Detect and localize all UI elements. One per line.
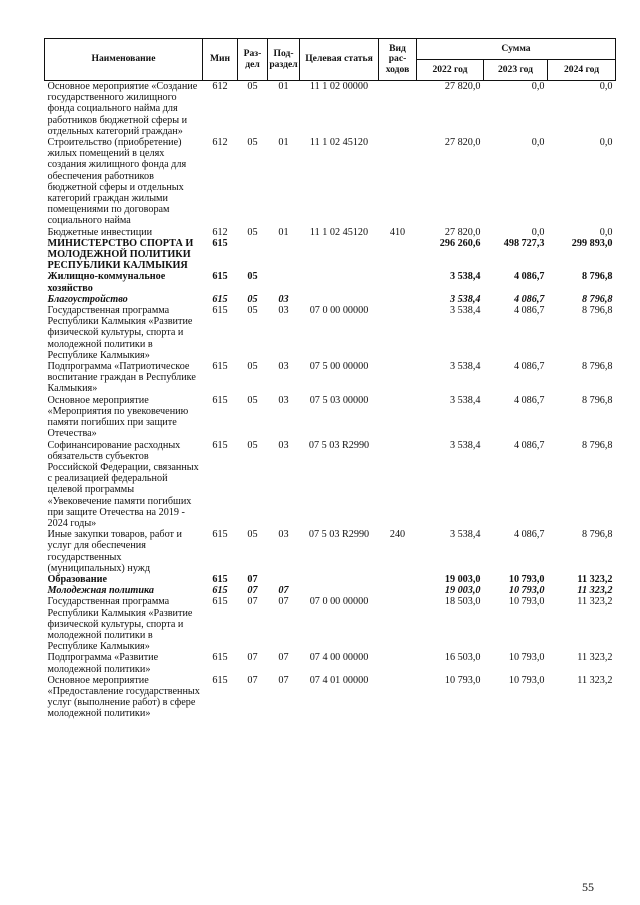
- cell-min: 615: [212, 361, 228, 373]
- header-name: Наименование: [45, 39, 203, 81]
- cell-vid: [379, 395, 417, 440]
- cell-2022: 16 503,0: [444, 652, 481, 664]
- cell-min: 612: [212, 226, 228, 238]
- cell-2022: 19 003,0: [444, 573, 481, 585]
- cell-2024: 8 796,8: [581, 305, 613, 317]
- cell-2022: 3 538,4: [449, 439, 481, 451]
- cell-name: Основное мероприятие «Создание государственного жилищного фонда социального найма для работников бюджетной сферы и отдельных категорий граждан»: [47, 81, 198, 137]
- cell-min: 615: [212, 652, 228, 664]
- cell-min: 615: [212, 305, 228, 317]
- cell-min: 615: [212, 237, 228, 249]
- table-row: [45, 440, 616, 530]
- cell-2023: 0,0: [531, 137, 545, 149]
- cell-2024: 11 323,2: [577, 596, 613, 608]
- cell-podrazdel: 03: [278, 361, 289, 373]
- cell-vid: [379, 81, 417, 138]
- cell-razdel: 05: [247, 529, 258, 541]
- cell-2024: 8 796,8: [581, 293, 613, 305]
- table-row: [45, 529, 616, 574]
- cell-2023: 4 086,7: [513, 529, 545, 541]
- cell-vid: [379, 440, 417, 530]
- cell-celevaya: 07 4 00 00000: [309, 652, 369, 664]
- cell-podrazdel: 03: [278, 439, 289, 451]
- table-row: [45, 675, 616, 720]
- cell-vid: [379, 271, 417, 293]
- cell-name: Строительство (приобретение) жилых помещений в целях создания жилищного фонда для обеспечения работников бюджетной сферы и отдельных категорий граждан жилыми помещениями по договорам социального найма: [47, 137, 187, 227]
- cell-celevaya: [300, 238, 379, 272]
- cell-2023: 0,0: [531, 81, 545, 92]
- table-body: [45, 81, 616, 720]
- cell-2023: 10 793,0: [508, 596, 545, 608]
- cell-vid: [379, 137, 417, 227]
- cell-2024: 8 796,8: [581, 361, 613, 373]
- cell-2023: 498 727,3: [503, 237, 545, 249]
- page-number: 55: [582, 880, 594, 894]
- cell-min: 615: [212, 529, 228, 541]
- cell-podrazdel: [268, 238, 300, 272]
- cell-celevaya: 07 4 01 00000: [309, 674, 369, 686]
- cell-celevaya: [300, 271, 379, 293]
- cell-vid: [379, 585, 417, 596]
- header-min: Мин: [203, 39, 238, 81]
- cell-razdel: 05: [247, 439, 258, 451]
- cell-vid: 240: [389, 529, 406, 541]
- cell-razdel: 05: [247, 271, 258, 283]
- cell-podrazdel: 07: [278, 585, 289, 597]
- cell-razdel: 05: [247, 361, 258, 373]
- cell-vid: [379, 596, 417, 652]
- cell-vid: [379, 361, 417, 395]
- cell-2024: 0,0: [599, 81, 613, 92]
- cell-2022: 27 820,0: [444, 81, 481, 92]
- cell-min: 612: [212, 137, 228, 149]
- cell-name: Государственная программа Республики Калмыкия «Развитие физической культуры, спорта и молодежной политики в Республике Калмыкия»: [47, 596, 193, 653]
- cell-vid: [379, 305, 417, 361]
- cell-celevaya: 07 0 00 00000: [309, 305, 369, 317]
- cell-min: 615: [212, 439, 228, 451]
- cell-razdel: 05: [247, 226, 258, 238]
- header-celevaya: Целевая статья: [300, 39, 379, 81]
- cell-2022: 10 793,0: [444, 674, 481, 686]
- cell-name: Образование: [47, 573, 108, 585]
- cell-2024: 8 796,8: [581, 529, 613, 541]
- cell-min: 615: [212, 596, 228, 608]
- cell-podrazdel: 03: [278, 394, 289, 406]
- cell-name: Государственная программа Республики Калмыкия «Развитие физической культуры, спорта и молодежной политики в Республике Калмыкия»: [47, 305, 193, 361]
- cell-podrazdel: [268, 271, 300, 293]
- cell-2023: 10 793,0: [508, 585, 545, 597]
- cell-2022: 3 538,4: [449, 271, 481, 283]
- cell-podrazdel: 03: [278, 529, 289, 541]
- cell-2024: 0,0: [599, 137, 613, 149]
- cell-razdel: 05: [247, 137, 258, 149]
- cell-podrazdel: 07: [278, 674, 289, 686]
- table-row: [45, 395, 616, 440]
- cell-2022: 27 820,0: [444, 137, 481, 149]
- cell-min: 615: [212, 573, 228, 585]
- table-row: [45, 294, 616, 305]
- header-podrazdel: Под-раздел: [268, 39, 300, 81]
- cell-celevaya: [300, 294, 379, 305]
- cell-celevaya: 07 5 03 R2990: [308, 439, 370, 451]
- cell-name: Молодежная политика: [47, 585, 154, 597]
- cell-name: Жилищно-коммунальное хозяйство: [47, 271, 166, 294]
- cell-min: 615: [212, 585, 228, 597]
- cell-razdel: 05: [247, 394, 258, 406]
- table-row: [45, 238, 616, 272]
- cell-vid: [379, 294, 417, 305]
- cell-podrazdel: 07: [278, 652, 289, 664]
- cell-2022: 296 260,6: [439, 237, 481, 249]
- table-row: [45, 137, 616, 227]
- header-2024: 2024 год: [548, 60, 616, 81]
- header-vid: Вид рас-ходов: [379, 39, 417, 81]
- cell-min: 615: [212, 674, 228, 686]
- table-row: [45, 585, 616, 596]
- cell-name: Подпрограмма «Патриотическое воспитание граждан в Республике Калмыкия»: [47, 361, 196, 395]
- cell-razdel: 07: [247, 652, 258, 664]
- cell-celevaya: [300, 585, 379, 596]
- cell-2023: 4 086,7: [513, 293, 545, 305]
- cell-vid: [379, 652, 417, 674]
- cell-2024: 11 323,2: [577, 674, 613, 686]
- cell-podrazdel: 03: [278, 293, 289, 305]
- cell-2024: 299 893,0: [571, 237, 613, 249]
- cell-2024: 11 323,2: [577, 573, 613, 585]
- table-header: [45, 39, 616, 81]
- cell-celevaya: 07 5 03 00000: [309, 394, 369, 406]
- header-2022: 2022 год: [417, 60, 484, 81]
- cell-2022: 3 538,4: [449, 529, 481, 541]
- cell-razdel: 07: [247, 573, 258, 585]
- cell-celevaya: 07 5 00 00000: [309, 361, 369, 373]
- table-row: [45, 652, 616, 674]
- cell-podrazdel: 03: [278, 305, 289, 317]
- header-razdel: Раз-дел: [238, 39, 268, 81]
- cell-min: 612: [212, 81, 228, 92]
- cell-2024: 8 796,8: [581, 394, 613, 406]
- cell-celevaya: 07 0 00 00000: [309, 596, 369, 608]
- cell-2024: 0,0: [599, 226, 613, 238]
- cell-name: Иные закупки товаров, работ и услуг для обеспечения государственных (муниципальных) нужд: [47, 529, 182, 574]
- cell-podrazdel: 07: [278, 596, 289, 608]
- cell-celevaya: [300, 574, 379, 585]
- cell-2022: 18 503,0: [444, 596, 481, 608]
- table-row: [45, 574, 616, 585]
- cell-min: 615: [212, 271, 228, 283]
- table-row: [45, 305, 616, 361]
- table-row: [45, 361, 616, 395]
- cell-razdel: 07: [247, 596, 258, 608]
- cell-2023: 4 086,7: [513, 305, 545, 317]
- cell-vid: [379, 238, 417, 272]
- cell-razdel: 07: [247, 585, 258, 597]
- cell-razdel: 05: [247, 293, 258, 305]
- cell-razdel: 05: [247, 305, 258, 317]
- cell-name: Благоустройство: [47, 293, 128, 305]
- cell-name: Подпрограмма «Развитие молодежной политики»: [47, 652, 159, 675]
- cell-podrazdel: 01: [278, 137, 289, 149]
- cell-2022: 3 538,4: [449, 305, 481, 317]
- cell-vid: [379, 675, 417, 720]
- cell-2023: 4 086,7: [513, 271, 545, 283]
- cell-min: 615: [212, 293, 228, 305]
- cell-name: МИНИСТЕРСТВО СПОРТА И МОЛОДЕЖНОЙ ПОЛИТИКИ РЕСПУБЛИКИ КАЛМЫКИЯ: [47, 237, 194, 272]
- cell-2023: 0,0: [531, 226, 545, 238]
- cell-2022: 3 538,4: [449, 361, 481, 373]
- cell-2023: 4 086,7: [513, 439, 545, 451]
- cell-2022: 27 820,0: [444, 226, 481, 238]
- cell-podrazdel: 01: [278, 226, 289, 238]
- cell-name: Основное мероприятие «Мероприятия по увековечению памяти погибших при защите Отечества»: [47, 394, 189, 440]
- cell-2023: 10 793,0: [508, 674, 545, 686]
- cell-podrazdel: [268, 574, 300, 585]
- cell-razdel: [238, 238, 268, 272]
- cell-celevaya: 11 1 02 45120: [309, 137, 369, 149]
- header-2023: 2023 год: [484, 60, 548, 81]
- cell-vid: 410: [389, 226, 406, 238]
- table-row: [45, 271, 616, 293]
- cell-vid: [379, 574, 417, 585]
- cell-2022: 19 003,0: [444, 585, 481, 597]
- cell-podrazdel: 01: [278, 81, 289, 92]
- cell-name: Софинансирование расходных обязательств субъектов Российской Федерации, связанных с реализацией федеральной целевой программы «Увековечение памяти погибших при защите Отечества на 2019 - 2024 годы»: [47, 439, 199, 529]
- cell-min: 615: [212, 394, 228, 406]
- cell-2023: 4 086,7: [513, 361, 545, 373]
- cell-name: Бюджетные инвестиции: [47, 226, 153, 238]
- cell-razdel: 05: [247, 81, 258, 92]
- cell-2023: 4 086,7: [513, 394, 545, 406]
- budget-table: [44, 38, 616, 720]
- cell-celevaya: 11 1 02 00000: [309, 81, 369, 92]
- cell-2023: 10 793,0: [508, 652, 545, 664]
- cell-celevaya: 07 5 03 R2990: [308, 529, 370, 541]
- header-summa: Сумма: [417, 39, 616, 60]
- cell-2024: 8 796,8: [581, 439, 613, 451]
- cell-2024: 11 323,2: [577, 652, 613, 664]
- cell-razdel: 07: [247, 674, 258, 686]
- cell-2024: 11 323,2: [577, 585, 613, 597]
- cell-celevaya: 11 1 02 45120: [309, 226, 369, 238]
- cell-2023: 10 793,0: [508, 573, 545, 585]
- cell-2022: 3 538,4: [449, 394, 481, 406]
- cell-2024: 8 796,8: [581, 271, 613, 283]
- cell-name: Основное мероприятие «Предоставление государственных услуг (выполнение работ) в сфере молодежной политики»: [47, 674, 200, 720]
- table-row: [45, 596, 616, 652]
- cell-2022: 3 538,4: [449, 293, 481, 305]
- table-row: [45, 81, 616, 138]
- table-row: [45, 227, 616, 238]
